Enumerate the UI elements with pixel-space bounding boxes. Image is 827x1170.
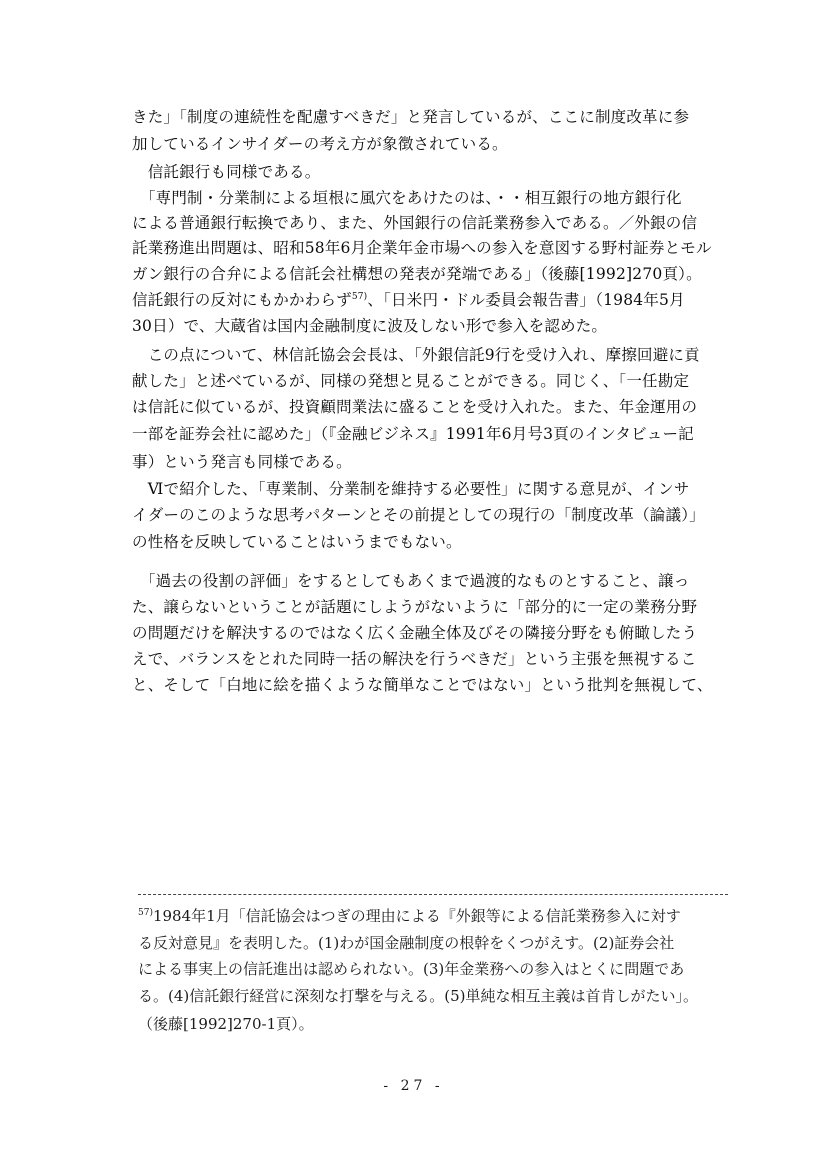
body-line-13: 一部を証券会社に認めた」（『金融ビジネス』1991年6月号3頁のインタビュー記	[132, 425, 694, 443]
body-line-8-tail: 、「日米円・ドル委員会報告書」（1984年5月	[367, 291, 685, 309]
footnote-line-5: （後藤[1992]270-1頁）。	[138, 1015, 314, 1033]
body-line-8	[132, 289, 685, 311]
footnote-line-3: による事実上の信託進出は認められない。(3)年金業務への参入はとくに問題であ	[138, 960, 685, 978]
body-line-1: きた」「制度の連続性を配慮すべきだ」と発言しているが、ここに制度改革に参	[132, 108, 690, 126]
body-line-5: による普通銀行転換であり、また、外国銀行の信託業務参入である。／外銀の信	[132, 214, 698, 232]
footnote-marker: 57)	[138, 908, 153, 918]
body-line-7: ガン銀行の合弁による信託会社構想の発表が発端である」（後藤[1992]270頁）。	[132, 265, 702, 283]
body-line-18: 「過去の役割の評価」をするとしてもあくまで過渡的なものとすること、譲っ	[132, 572, 690, 590]
footnote-line-1-text: 1984年1月「信託協会はつぎの理由による『外銀等による信託業務参入に対す	[152, 907, 681, 925]
footnote-line-2: る反対意見』を表明した。(1)わが国金融制度の根幹をくつがえす。(2)証券会社	[138, 934, 675, 952]
footnote-line-1	[138, 905, 681, 927]
body-line-12: は信託に似ているが、投資顧問業法に盛ることを受け入れた。また、年金運用の	[132, 398, 698, 416]
body-line-4: 「専門制・分業制による垣根に風穴をあけたのは、・・相互銀行の地方銀行化	[132, 189, 682, 207]
page-number: - 27 -	[383, 1078, 444, 1094]
body-line-2: 加しているインサイダーの考え方が象徴されている。	[132, 135, 508, 153]
body-line-14: 事）という発言も同様である。	[132, 453, 352, 471]
body-line-17: の性格を反映していることはいうまでもない。	[132, 533, 462, 551]
body-line-8-head: 信託銀行の反対にもかかわらず	[132, 291, 352, 309]
body-line-6: 託業務進出問題は、昭和58年6月企業年金市場への参入を意図する野村証券とモル	[132, 239, 712, 257]
body-line-19: た、譲らないということが話題にしようがないように「部分的に一定の業務分野	[132, 598, 698, 616]
footnote-line-4: る。(4)信託銀行経営に深刻な打撃を与える。(5)単純な相互主義は首肯しがたい」。	[138, 987, 698, 1005]
body-line-10: この点について、林信託協会会長は、「外銀信託9行を受け入れ、摩擦回避に貢	[132, 346, 700, 364]
footnote-reference-57: 57)	[351, 291, 368, 302]
body-line-20: の問題だけを解決するのではなく広く金融全体及びその隣接分野をも俯瞰したう	[132, 624, 698, 642]
body-line-3: 信託銀行も同様である。	[132, 163, 321, 181]
body-line-22: と、そして「白地に絵を描くような簡単なことではない」という批判を無視して、	[132, 676, 713, 694]
footnote-separator	[138, 894, 728, 895]
body-line-21: えで、バランスをとれた同時一括の解決を行うべきだ」という主張を無視するこ	[132, 650, 697, 668]
body-line-15: Ⅵで紹介した、「専業制、分業制を維持する必要性」に関する意見が、インサ	[132, 480, 690, 498]
body-line-9: 30日）で、大蔵省は国内金融制度に波及しない形で参入を認めた。	[132, 317, 608, 335]
body-line-16: イダーのこのような思考パターンとその前提としての現行の「制度改革（論議）」	[132, 506, 705, 524]
body-line-11: 献した」と述べているが、同様の発想と見ることができる。同じく、「一任勘定	[132, 372, 690, 390]
